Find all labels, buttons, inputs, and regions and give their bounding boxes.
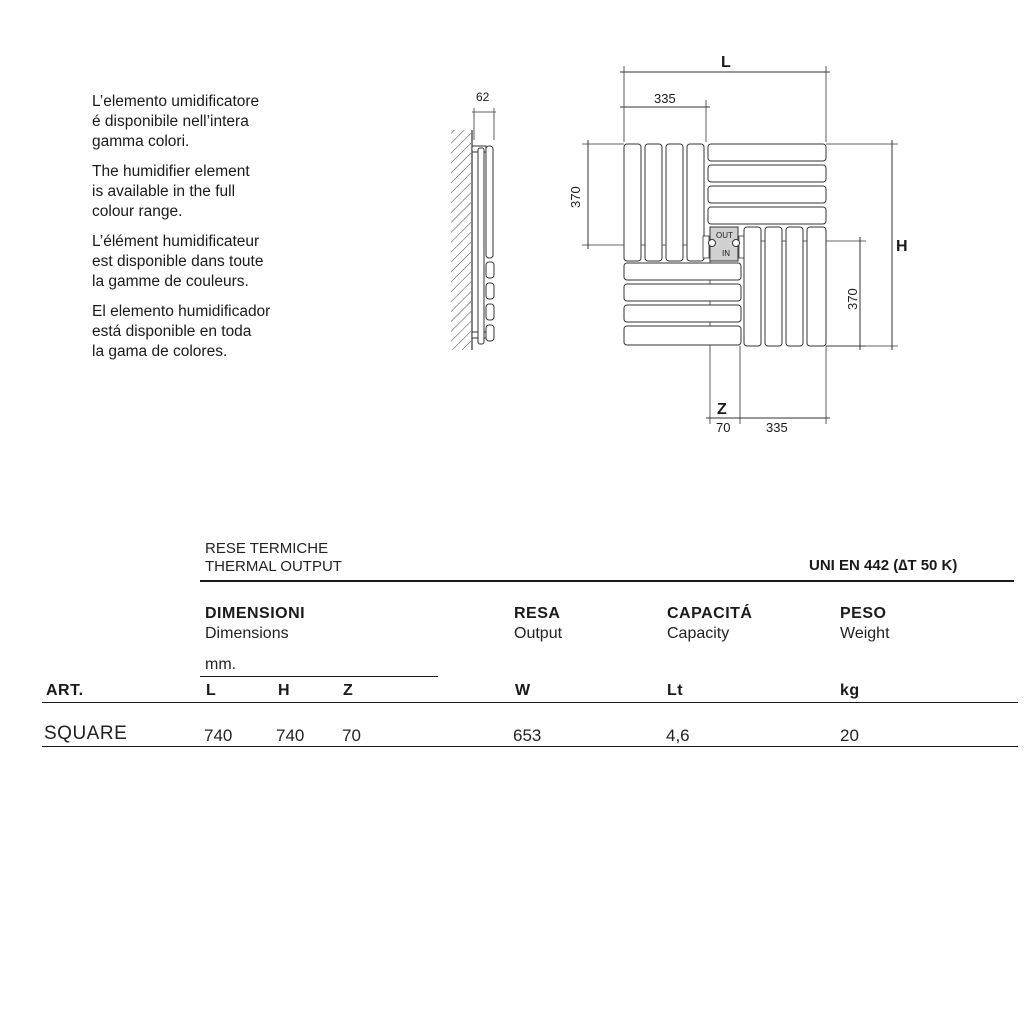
table-title-italian: RESE TERMICHE [205, 540, 329, 557]
row-H: 740 [276, 726, 305, 745]
column-header-Lt: Lt [667, 682, 684, 699]
bottom-width-label: 335 [766, 420, 788, 435]
radiator-bar [666, 144, 683, 261]
in-connector-icon [733, 240, 740, 247]
radiator-bar [807, 227, 826, 346]
description-line: est disponible dans toute [92, 253, 264, 270]
column-header-H: H [278, 682, 291, 699]
dimensions-rule [200, 676, 438, 677]
description-line: El elemento humidificador [92, 303, 271, 320]
top-width-label: 335 [654, 91, 676, 106]
radiator-bar [786, 227, 803, 346]
output-heading: RESA [514, 605, 561, 622]
left-height-label: 370 [568, 186, 583, 208]
standard-label: UNI EN 442 (∆T 50 K) [809, 557, 958, 574]
L-label: L [721, 54, 731, 71]
radiator-bar [624, 326, 741, 345]
description-line: gamma colori. [92, 133, 190, 150]
row-Lt: 4,6 [666, 726, 690, 745]
row-W: 653 [513, 726, 542, 745]
column-header-Z: Z [343, 682, 354, 699]
description-line: está disponible en toda [92, 323, 252, 340]
radiator-bar [624, 305, 741, 322]
radiator-bar [708, 144, 826, 161]
bottom-z-label: 70 [716, 420, 731, 435]
row-L: 740 [204, 726, 233, 745]
weight-heading: PESO [840, 605, 887, 622]
front-profile [486, 146, 493, 258]
capacity-heading: CAPACITÁ [667, 605, 753, 622]
description-line: la gamme de couleurs. [92, 273, 249, 290]
Z-label: Z [717, 401, 727, 418]
column-header-kg: kg [840, 682, 860, 699]
description-line: colour range. [92, 203, 183, 220]
description-line: la gama de colores. [92, 343, 228, 360]
right-height-label: 370 [845, 288, 860, 310]
description-line: The humidifier element [92, 163, 250, 180]
unit-mm-label: mm. [205, 656, 237, 673]
radiator-bar [708, 165, 826, 182]
capacity-subheading: Capacity [667, 625, 730, 642]
in-label: IN [722, 249, 730, 258]
column-header-art: ART. [46, 682, 84, 699]
row-art: SQUARE [44, 723, 128, 744]
radiator-bar [645, 144, 662, 261]
radiator-bar [687, 144, 704, 261]
side-view [451, 90, 496, 350]
side-depth-label: 62 [476, 90, 490, 104]
out-label: OUT [716, 231, 733, 240]
description-line: é disponibile nell’intera [92, 113, 249, 130]
row-rule [42, 746, 1018, 747]
radiator-bar [624, 144, 641, 261]
table-title-english: THERMAL OUTPUT [205, 558, 342, 575]
radiator-bar [744, 227, 761, 346]
radiator-bar [708, 186, 826, 203]
dimensions-subheading: Dimensions [205, 625, 289, 642]
column-header-rule [42, 702, 1018, 703]
row-kg: 20 [840, 726, 859, 745]
header-rule [200, 580, 1014, 582]
dimensions-heading: DIMENSIONI [205, 605, 306, 622]
description-line: L’élément humidificateur [92, 233, 260, 250]
radiator-bar [765, 227, 782, 346]
weight-subheading: Weight [840, 625, 890, 642]
front-segment [486, 304, 494, 320]
connector [703, 236, 709, 258]
output-subheading: Output [514, 625, 563, 642]
front-segment [486, 283, 494, 299]
out-connector-icon [709, 240, 716, 247]
description-line: is available in the full [92, 183, 236, 200]
column-header-W: W [515, 682, 531, 699]
column-header-L: L [206, 682, 217, 699]
radiator-bar [624, 263, 741, 280]
description-line: L’elemento umidificatore [92, 93, 260, 110]
row-Z: 70 [342, 726, 361, 745]
front-segment [486, 262, 494, 278]
radiator-bar [708, 207, 826, 224]
rear-tube [478, 148, 484, 344]
H-label: H [896, 238, 908, 255]
radiator-bar [624, 284, 741, 301]
technical-drawing [0, 0, 1024, 470]
front-view [568, 54, 908, 435]
front-segment [486, 325, 494, 341]
wall-hatch [451, 130, 471, 350]
